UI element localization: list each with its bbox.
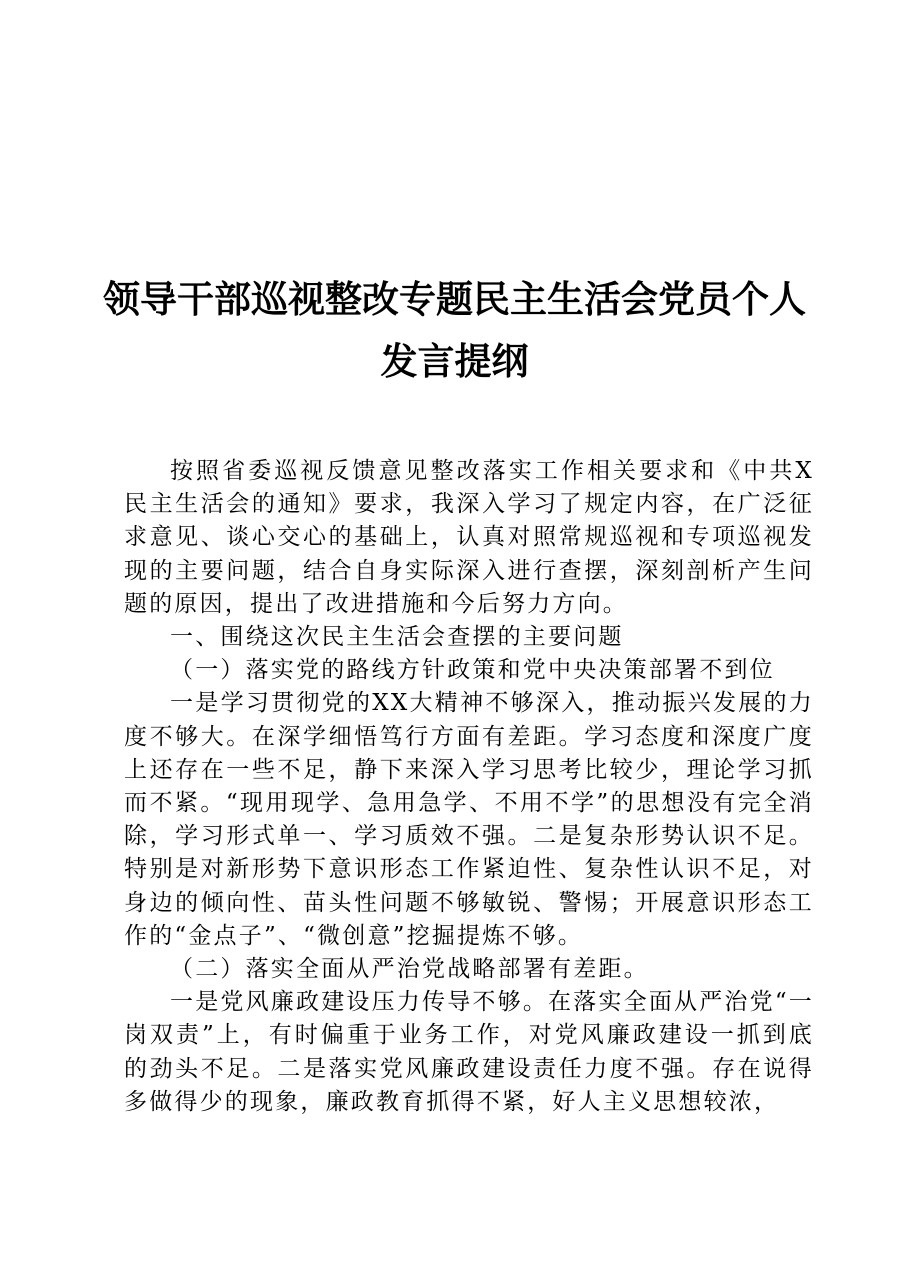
subsection-heading-1: （一）落实党的路线方针政策和党中央决策部署不到位 [170,657,775,684]
body-paragraph-2: 一是党风廉政建设压力传导不够。在落实全面从严治党“一岗双责”上，有时偏重于业务工作，对党风廉政建设一抓到底的劲头不足。二是落实党风廉政建设责任力度不强。存在说得多做得少的现象，廉政教育抓得不紧，好人主义思想较浓， [124,989,814,1115]
subsection-heading-2: （二）落实全面从严治党战略部署有差距。 [170,956,649,983]
body-paragraph-1: 一是学习贯彻党的XX大精神不够深入，推动振兴发展的力度不够大。在深学细悟笃行方面有差距。学习态度和深度广度上还存在一些不足，静下来深入学习思考比较少，理论学习抓而不紧。“现用现学、急用急学、不用不学”的思想没有完全消除，学习形式单一、学习质效不强。二是复杂形势认识不足。特别是对新形势下意识形态工作紧迫性、复杂性认识不足，对身边的倾向性、苗头性问题不够敏锐、警惕；开展意识形态工作的“金点子”、“微创意”挖掘提炼不够。 [124,690,814,949]
document-body [124,455,814,1119]
intro-paragraph: 按照省委巡视反馈意见整改落实工作相关要求和《中共X民主生活会的通知》要求，我深入学习了规定内容，在广泛征求意见、谈心交心的基础上，认真对照常规巡视和专项巡视发现的主要问题，结合自身实际深入进行查摆，深刻剖析产生问题的原因，提出了改进措施和今后努力方向。 [124,458,814,617]
document-title: 领导干部巡视整改专题民主生活会党员个人发言提纲 [103,277,806,383]
section-heading-1: 一、围绕这次民主生活会查摆的主要问题 [170,624,624,651]
